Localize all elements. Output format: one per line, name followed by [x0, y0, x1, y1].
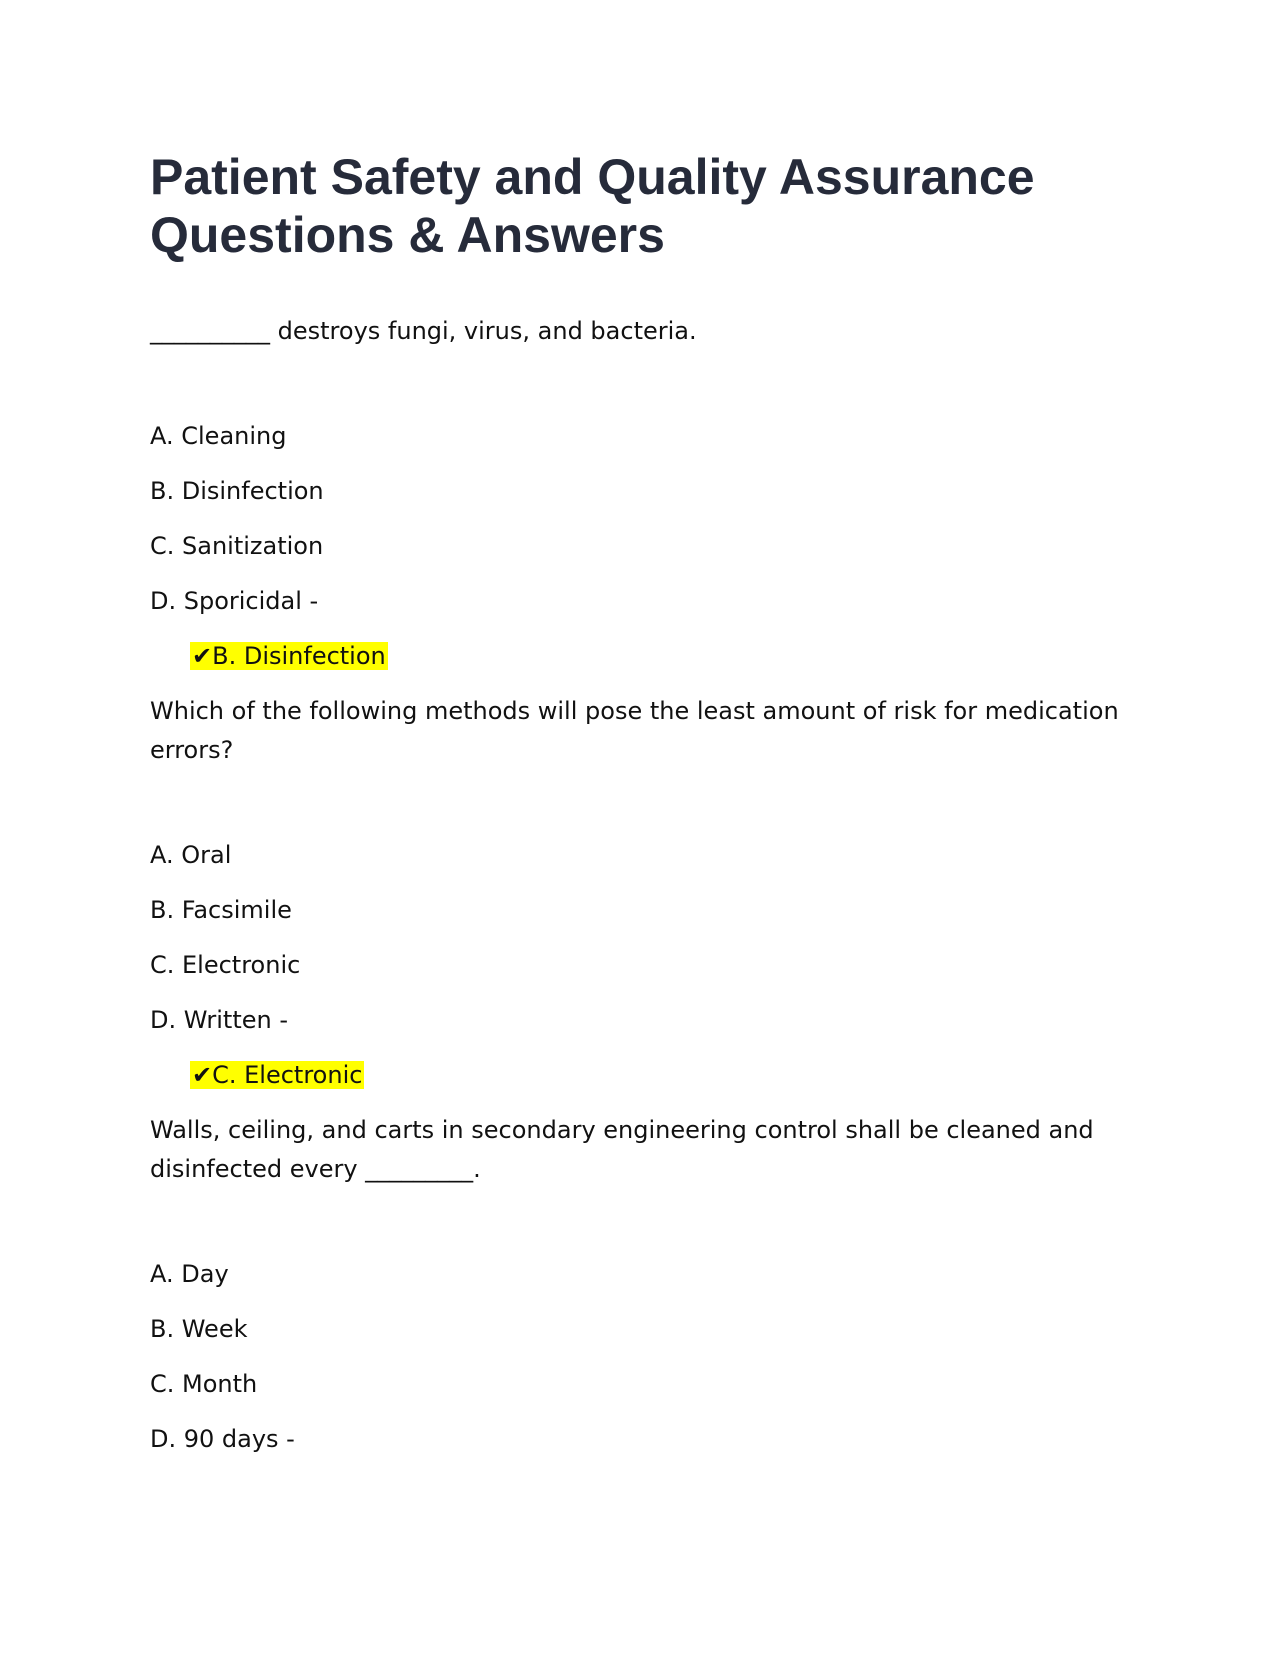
option-b: B. Disinfection [150, 477, 324, 505]
checkmark-icon: ✔ [192, 1061, 213, 1089]
option-d: D. Sporicidal - [150, 587, 319, 615]
document-page [150, 148, 1130, 1475]
option-list [150, 417, 1130, 621]
option-c: C. Electronic [150, 951, 301, 979]
option-d: D. Written - [150, 1006, 289, 1034]
checkmark-icon: ✔ [192, 642, 213, 670]
highlighted-answer [190, 642, 388, 670]
question-text: Walls, ceiling, and carts in secondary engineering control shall be cleaned and disinfected every _________. [150, 1116, 1094, 1183]
option-d: D. 90 days - [150, 1425, 295, 1453]
page-title: Patient Safety and Quality Assurance Questions & Answers [150, 149, 1035, 263]
option-a: A. Oral [150, 841, 232, 869]
option-c: C. Month [150, 1370, 258, 1398]
question-block-1 [150, 312, 1130, 676]
question-text: __________ destroys fungi, virus, and bacteria. [150, 317, 697, 345]
option-a: A. Day [150, 1260, 229, 1288]
option-list [150, 836, 1130, 1040]
answer-text: C. Electronic [212, 1061, 363, 1089]
option-c: C. Sanitization [150, 532, 324, 560]
question-block-3 [150, 1111, 1130, 1459]
option-a: A. Cleaning [150, 422, 287, 450]
option-b: B. Week [150, 1315, 248, 1343]
answer-row [190, 1056, 1130, 1095]
answer-text: B. Disinfection [212, 642, 386, 670]
option-list [150, 1255, 1130, 1459]
answer-row [190, 637, 1130, 676]
question-text: Which of the following methods will pose the least amount of risk for medication errors? [150, 697, 1119, 764]
highlighted-answer [190, 1061, 364, 1089]
question-block-2 [150, 692, 1130, 1095]
option-b: B. Facsimile [150, 896, 292, 924]
